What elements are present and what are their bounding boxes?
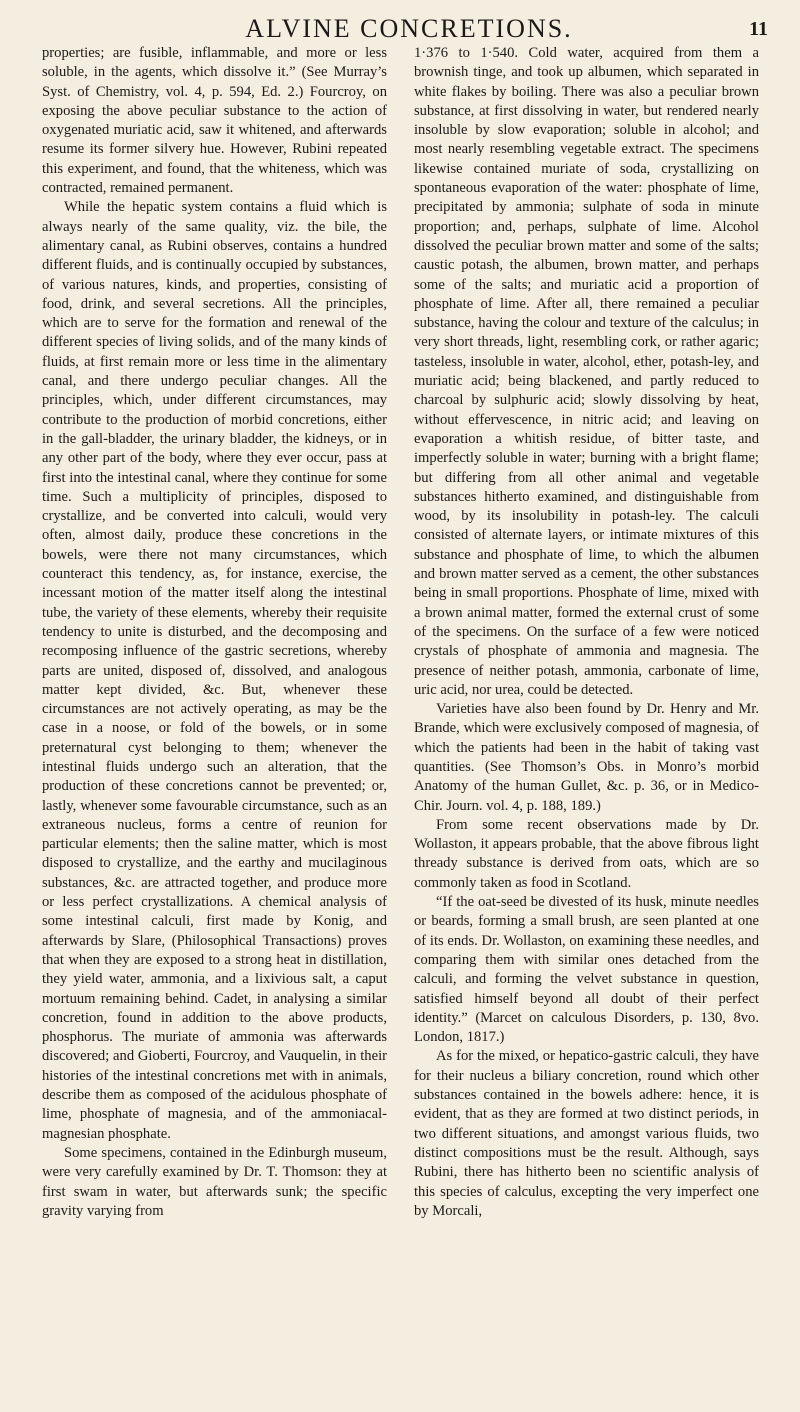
paragraph: Some specimens, contained in the Edinburgh museum, were very carefully examined by Dr. T. Thomson: they at first swam in water, but afterwards sunk; the specific gravity varying from (42, 1144, 387, 1219)
left-column (42, 44, 387, 1221)
page-header (46, 14, 772, 44)
right-column (414, 44, 759, 1221)
running-title: ALVINE CONCRETIONS. (245, 14, 573, 43)
paragraph: As for the mixed, or hepatico-gastric calculi, they have for their nucleus a biliary concretion, round which other substances contained in the bowels adhere: hence, it is evident, that as they are formed at two distinct periods, in two different situations, and amongst various fluids, two distinct compositions must be the result. Although, says Rubini, there has hitherto been no scientific analysis of this species of calculus, excepting the very imperfect one by Morcali, (414, 1048, 759, 1219)
paragraph: While the hepatic system contains a fluid which is always nearly of the same quality, viz. the bile, the alimentary canal, as Rubini observes, contains a hundred different fluids, and is continually occupied by substances, of various natures, kinds, and properties, consisting of food, drink, and several secretions. All the principles, which are to serve for the formation and renewal of the different species of living solids, and of the many kinds of fluids, at first remain more or less time in the alimentary canal, and there undergo peculiar changes. All the principles, which, under different circumstances, may contribute to the production of morbid concretions, either in the gall-bladder, the urinary bladder, the kidneys, or in any other part of the body, where they ever occur, pass at first into the intestinal canal, where they continue for some time. Such a multiplicity of principles, disposed to crystallize, and be converted into calculi, would very often, almost daily, produce these concretions in the bowels, were there not many circumstances, which counteract this tendency, as, for instance, exercise, the incessant motion of the matter itself along the intestinal tube, the variety of these elements, whereby their requisite tendency to unite is disturbed, and the decomposing and recomposing influence of the gastric secretions, whereby parts are united, disposed of, dissolved, and analogous matter kept divided, &c. But, whenever these circumstances are not actively operating, as may be the case in a noose, or fold of the bowels, or in some preternatural cyst belonging to them; whenever the intestinal fluids undergo such an alteration, that the production of these concretions cannot be prevented; or, lastly, whenever some favourable circumstance, such as an extraneous nucleus, forms a centre of reunion for particular elements; then the saline matter, which is most disposed to crystallize, and the earthy and mucilaginous substances, &c. are attracted together, and produce more or less perfect crystallizations. A chemical analysis of some intestinal calculi, first made by Konig, and afterwards by Slare, (Philosophical Transactions) proves that when they are exposed to a strong heat in distillation, they yield water, ammonia, and a lixivious salt, a caput mortuum remaining behind. Cadet, in analysing a similar concretion, found in addition to the above products, phosphorus. The muriate of ammonia was afterwards discovered; and Gioberti, Fourcroy, and Vauquelin, in their histories of the intestinal concretions met with in animals, describe them as composed of the acidulous phosphate of lime, phosphate of magnesia, and of the ammoniacal-magnesian phosphate. (42, 199, 387, 1142)
paragraph: “If the oat-seed be divested of its husk, minute needles or beards, forming a small brush, are seen planted at one of its ends. Dr. Wollaston, on examining these needles, and comparing them with similar ones detached from the calculi, and forming the velvet substance in question, satisfied himself beyond all doubt of their perfect identity.” (Marcet on calculous Disorders, p. 130, 8vo. London, 1817.) (414, 894, 759, 1046)
page-number: 11 (749, 18, 768, 40)
paragraph: properties; are fusible, inflammable, and more or less soluble, in the agents, which dissolve it.” (See Murray’s Syst. of Chemistry, vol. 4, p. 594, Ed. 2.) Fourcroy, on exposing the above peculiar substance to the action of oxygenated muriatic acid, saw it whitened, and afterwards resume its former silvery hue. However, Rubini repeated this experiment, and found, that the whiteness, which was contracted, remained permanent. (42, 45, 387, 197)
paragraph: 1·376 to 1·540. Cold water, acquired from them a brownish tinge, and took up albumen, which separated in white flakes by boiling. There was also a peculiar brown substance, at first dissolving in water, but rendered nearly insoluble by slow evaporation; soluble in alcohol; and most nearly resembling vegetable extract. The specimens likewise contained muriate of soda, crystallizing on spontaneous evaporation of the water: phosphate of lime, precipitated by ammonia; sulphate of soda in minute proportion; and, perhaps, sulphate of lime. Alcohol dissolved the peculiar brown matter and some of the salts; caustic potash, the albumen, brown matter, and perhaps some of the salts; and muriatic acid a proportion of phosphate of lime. After all, there remained a peculiar substance, having the colour and texture of the calculus; in very short threads, light, resembling cork, or rather agaric; tasteless, insoluble in water, alcohol, ether, potash-ley, and muriatic acid; being blackened, and partly reduced to charcoal by sulphuric acid; slowly dissolving by heat, without effervescence, in nitric acid; and leaving on evaporation a whitish residue, of bitter taste, and imperfectly soluble in water; burning with a bright flame; but differing from all other animal and vegetable substances hitherto examined, and distinguishable from wood, by its insolubility in potash-ley. The calculi consisted of alternate layers, or intimate mixtures of this substance and phosphate of lime, to which the albumen and brown matter served as a cement, the other substances being in small proportions. Phosphate of lime, mixed with a brown animal matter, formed the external crust of some of the specimens. On the surface of a few were noticed crystals of phosphate of ammonia and magnesia. The presence of neither potash, ammonia, carbonate of lime, uric acid, nor urea, could be detected. (414, 45, 759, 698)
paragraph: Varieties have also been found by Dr. Henry and Mr. Brande, which were exclusively composed of magnesia, of which the patients had been in the habit of taking vast quantities. (See Thomson’s Obs. in Monro’s morbid Anatomy of the human Gullet, &c. p. 36, or in Medico-Chir. Journ. vol. 4, p. 188, 189.) (414, 701, 759, 814)
paragraph: From some recent observations made by Dr. Wollaston, it appears probable, that the above fibrous light thready substance is derived from oats, which are so commonly taken as food in Scotland. (414, 816, 759, 891)
